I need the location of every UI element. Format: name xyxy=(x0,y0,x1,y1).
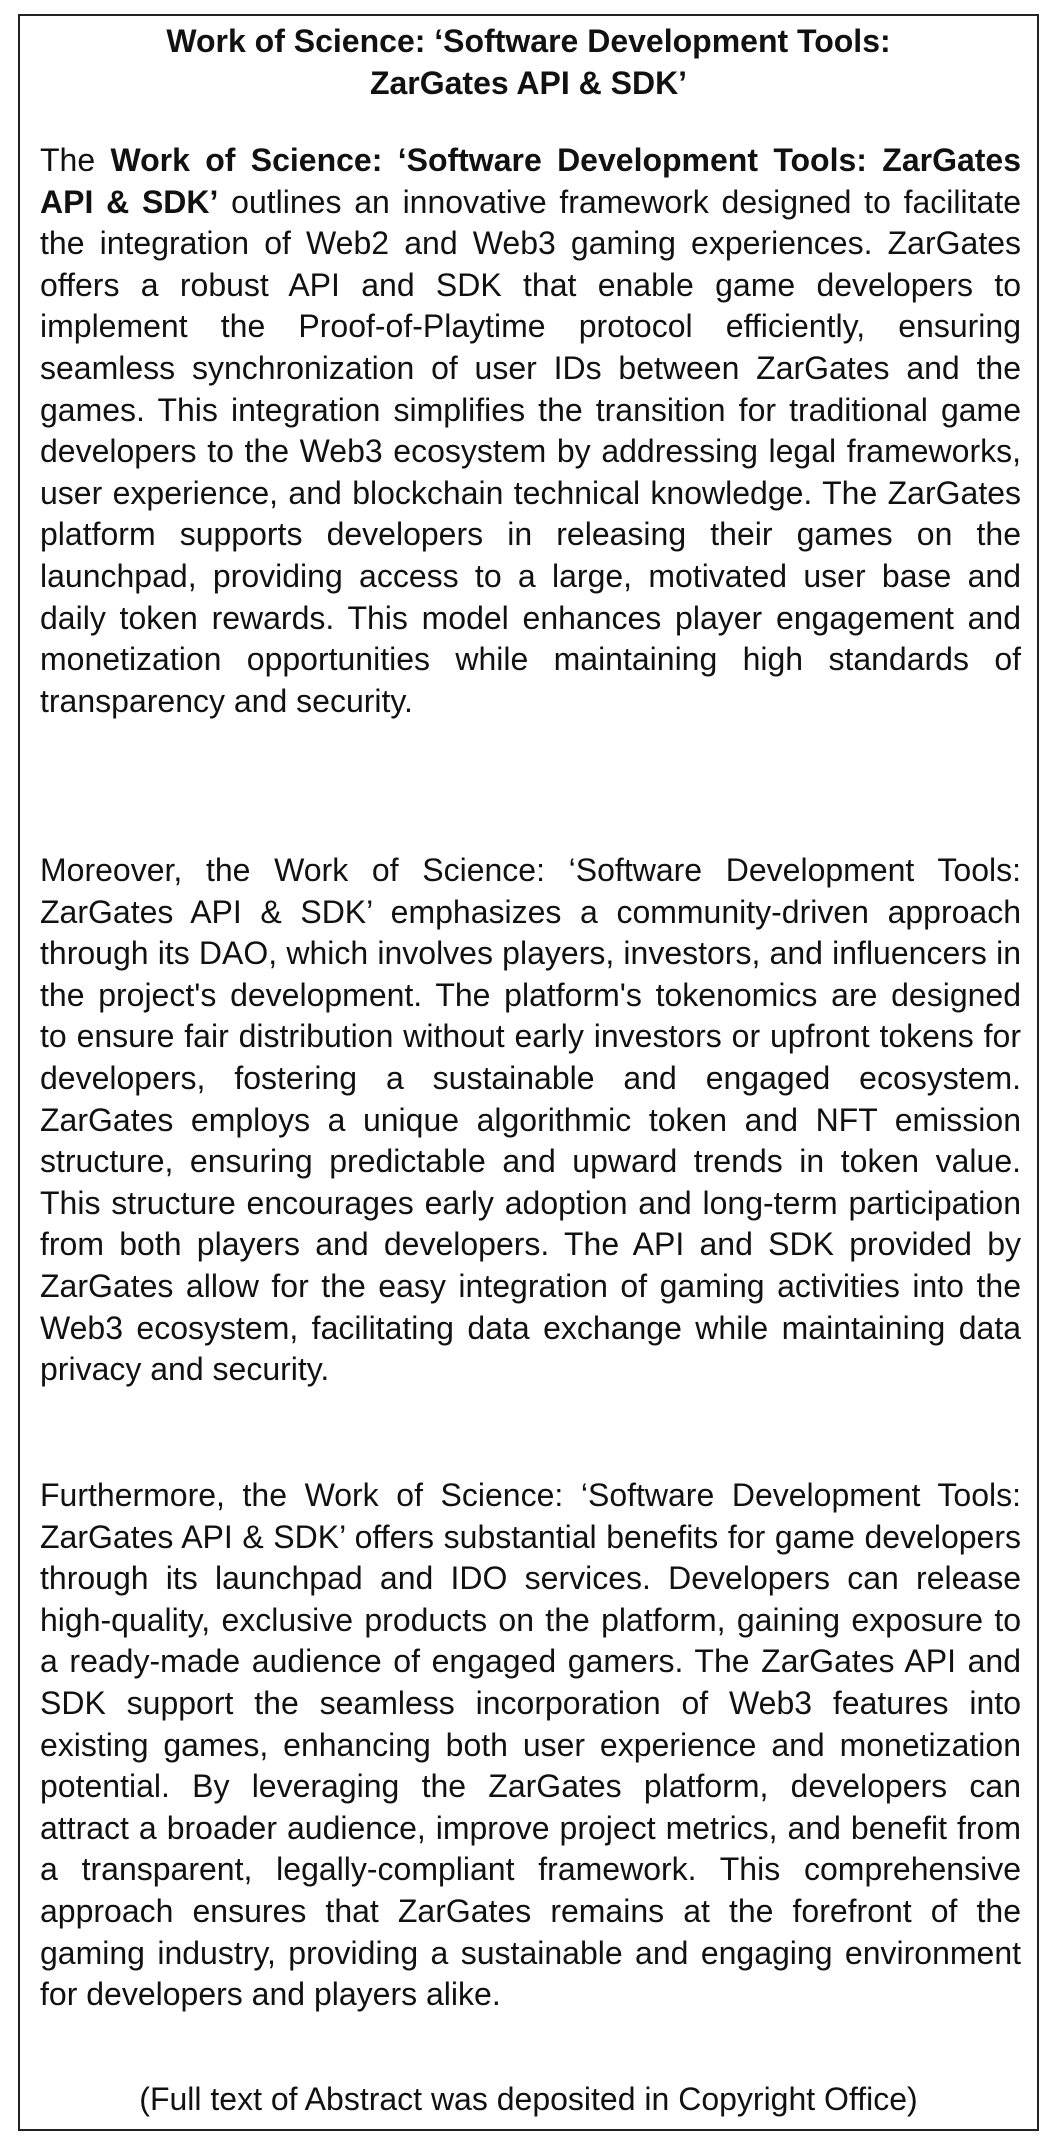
title-line-2: ZarGates API & SDK’ xyxy=(369,65,688,101)
paragraph-3: Furthermore, the Work of Science: ‘Software Development Tools: ZarGates API & SDK’ offers substantial benefits for game developers through its launchpad and IDO services. Developers can release high-quality, exclusive products on the platform, gaining exposure to a ready-made audience of engaged gamers. The ZarGates API and SDK support the seamless incorporation of Web3 features into existing games, enhancing both user experience and monetization potential. By leveraging the ZarGates platform, developers can attract a broader audience, improve project metrics, and benefit from a transparent, legally-compliant framework. This comprehensive approach ensures that ZarGates remains at the forefront of the gaming industry, providing a sustainable and engaging environment for developers and players alike. xyxy=(40,1477,1021,2013)
paragraph-1-bold-title: Work of Science: ‘Software Development Tools: ZarGates API & SDK’ xyxy=(40,142,1021,220)
abstract-frame xyxy=(18,14,1039,2131)
title-line-1: Work of Science: ‘Software Development Tools: xyxy=(166,23,891,59)
paragraph-1-body: outlines an innovative framework designed to facilitate the integration of Web2 and Web3 gaming experiences. ZarGates offers a robust API and SDK that enable game developers to implement the Proof-of-Playtime protocol efficiently, ensuring seamless synchronization of user IDs between ZarGates and the games. This integration simplifies the transition for traditional game developers to the Web3 ecosystem by addressing legal frameworks, user experience, and blockchain technical knowledge. The ZarGates platform supports developers in releasing their games on the launchpad, providing access to a large, motivated user base and daily token rewards. This model enhances player engagement and monetization opportunities while maintaining high standards of transparency and security. xyxy=(40,183,1022,719)
paragraph-2: Moreover, the Work of Science: ‘Software Development Tools: ZarGates API & SDK’ emphasizes a community-driven approach through its DAO, which involves players, investors, and influencers in the project's development. The platform's tokenomics are designed to ensure fair distribution without early investors or upfront tokens for developers, fostering a sustainable and engaged ecosystem. ZarGates employs a unique algorithmic token and NFT emission structure, ensuring predictable and upward trends in token value. This structure encourages early adoption and long-term participation from both players and developers. The API and SDK provided by ZarGates allow for the easy integration of gaming activities into the Web3 ecosystem, facilitating data exchange while maintaining data privacy and security. xyxy=(40,852,1021,1388)
paragraph-1-prefix: The xyxy=(40,142,111,178)
footer-note: (Full text of Abstract was deposited in Copyright Office) xyxy=(139,2081,918,2117)
document-title xyxy=(20,16,1037,104)
paragraph-1 xyxy=(40,140,1021,722)
